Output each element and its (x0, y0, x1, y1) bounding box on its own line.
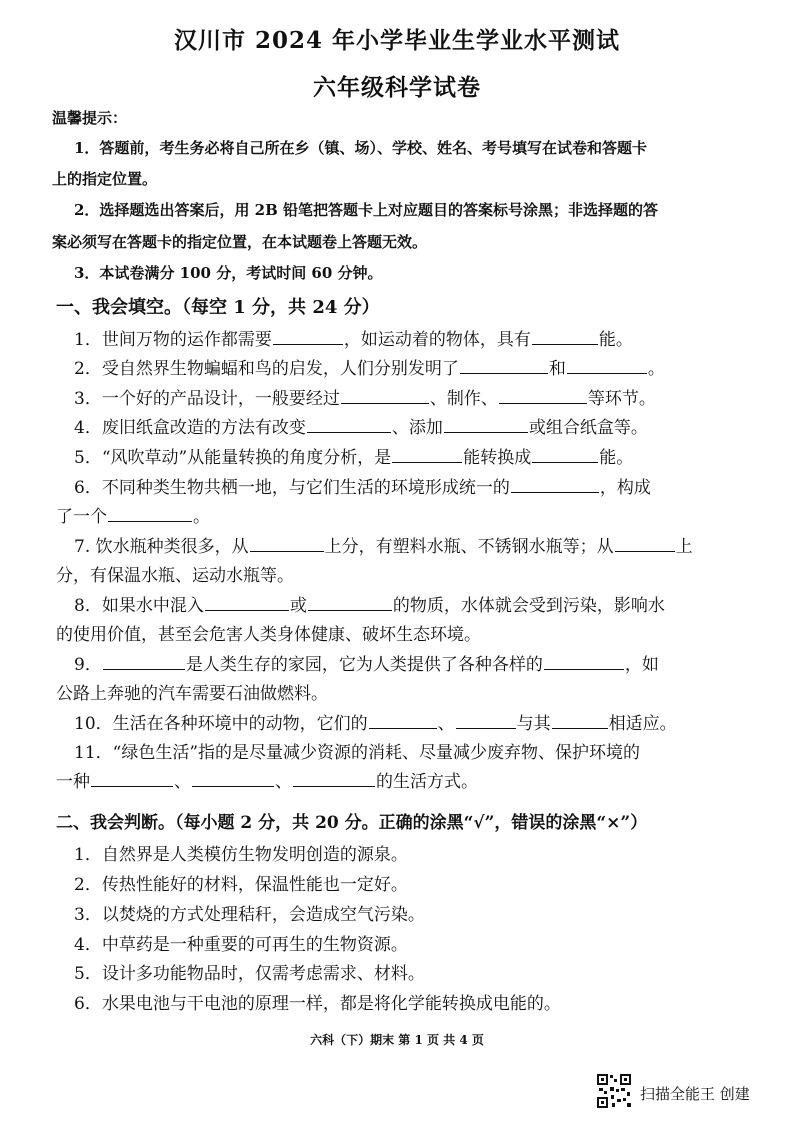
question-6 (74, 473, 651, 498)
answer-blank (369, 712, 437, 729)
question-1 (74, 325, 633, 350)
question-7 (74, 532, 693, 557)
answer-blank (108, 505, 192, 522)
question-4 (74, 413, 648, 438)
question-11-cont (56, 767, 478, 792)
judge-item: 3．以焚烧的方式处理秸秆，会造成空气污染。 (74, 905, 425, 925)
judge-item: 2．传热性能好的材料，保温性能也一定好。 (74, 875, 408, 895)
question-text: 能。 (599, 448, 634, 468)
answer-blank (567, 357, 647, 374)
section2-heading: 二、我会判断。（每小题 2 分，共 20 分。正确的涂黑“√”，错误的涂黑“×”） (56, 813, 648, 833)
judge-item: 4．中草药是一种重要的可再生的生物资源。 (74, 935, 408, 955)
answer-blank (192, 770, 274, 787)
answer-blank (293, 770, 375, 787)
question-text: 上分，有塑料水瓶、不锈钢水瓶等；从 (324, 537, 614, 557)
tip-line: 2．选择题选出答案后，用 2B 铅笔把答题卡上对应题目的答案标号涂黑；非选择题的答 (74, 201, 659, 219)
answer-blank (308, 594, 392, 611)
question-text: 的生活方式。 (376, 772, 478, 792)
tip-line: 案必须写在答题卡的指定位置，在本试题卷上答题无效。 (52, 233, 428, 251)
question-text: 、 (437, 714, 455, 734)
question-text: 相适应。 (608, 714, 677, 734)
question-text: 或组合纸盒等。 (528, 418, 648, 438)
question-text: 一种 (56, 772, 90, 792)
question-3 (74, 384, 656, 409)
question-text: 等环节。 (587, 389, 656, 409)
question-text: 、 (275, 772, 292, 792)
question-text: 。 (193, 507, 210, 527)
question-text: 能转换成 (463, 448, 532, 468)
question-text: 与其 (516, 714, 551, 734)
question-text: 、制作、 (429, 389, 498, 409)
answer-blank (250, 535, 324, 552)
answer-blank (91, 770, 173, 787)
qr-code-icon (596, 1073, 632, 1109)
answer-blank (532, 446, 598, 463)
question-text: 10．生活在各种环境中的动物，它们的 (74, 714, 368, 734)
exam-subtitle: 六年级科学试卷 (313, 74, 481, 101)
question-text: 4．废旧纸盒改造的方法有改变 (74, 418, 306, 438)
question-text: 了一个 (56, 507, 107, 527)
question-text: 的物质，水体就会受到污染，影响水 (392, 596, 665, 616)
question-text: 上 (675, 537, 693, 557)
answer-blank (460, 357, 548, 374)
question-text: 、 (174, 772, 191, 792)
question-text: ，如 (624, 655, 659, 675)
answer-blank (615, 535, 675, 552)
question-7-cont: 分，有保温水瓶、运动水瓶等。 (56, 566, 294, 586)
answer-blank (552, 712, 608, 729)
question-8-cont: 的使用价值，甚至会危害人类身体健康、破坏生态环境。 (56, 625, 481, 645)
question-text: 6．不同种类生物共栖一地，与它们生活的环境形成统一的 (74, 478, 510, 498)
judge-item: 1．自然界是人类模仿生物发明创造的源泉。 (74, 845, 408, 865)
question-8 (74, 591, 665, 616)
question-6-cont (56, 502, 210, 527)
section1-heading: 一、我会填空。（每空 1 分，共 24 分） (56, 297, 380, 318)
question-text: ，构成 (599, 478, 651, 498)
page-footer: 六科（下）期末 第 1 页 共 4 页 (310, 1033, 484, 1047)
answer-blank (103, 653, 185, 670)
question-text: 7. 饮水瓶种类很多，从 (74, 537, 249, 557)
answer-blank (511, 476, 599, 493)
answer-blank (205, 594, 289, 611)
judge-item: 6．水果电池与干电池的原理一样，都是将化学能转换成电能的。 (74, 994, 561, 1014)
answer-blank (392, 446, 462, 463)
tip-line: 3．本试卷满分 100 分，考试时间 60 分钟。 (74, 264, 383, 282)
judge-item: 5．设计多功能物品时，仅需考虑需求、材料。 (74, 964, 425, 984)
question-2 (74, 354, 665, 379)
scanner-watermark: 扫描全能王 创建 (640, 1085, 750, 1103)
question-text: 和 (548, 359, 566, 379)
tip-line: 1．答题前，考生务必将自己所在乡（镇、场）、学校、姓名、考号填写在试卷和答题卡 (74, 139, 647, 157)
question-text: ，如运动着的物体，具有 (343, 330, 531, 350)
answer-blank (444, 416, 528, 433)
question-text: 、添加 (391, 418, 443, 438)
question-text: 。 (647, 359, 665, 379)
answer-blank (341, 387, 429, 404)
question-text: 是人类生存的家园，它为人类提供了各种各样的 (185, 655, 543, 675)
question-text: 5．“风吹草动”从能量转换的角度分析，是 (74, 448, 392, 468)
answer-blank (307, 416, 391, 433)
question-text: 能。 (598, 330, 633, 350)
question-text: 或 (289, 596, 307, 616)
tips-heading: 温馨提示： (52, 109, 128, 127)
answer-blank (273, 328, 343, 345)
answer-blank (456, 712, 516, 729)
question-text: 2．受自然界生物蝙蝠和鸟的启发，人们分别发明了 (74, 359, 459, 379)
question-9 (74, 650, 659, 675)
question-text: 8．如果水中混入 (74, 596, 204, 616)
question-9-cont: 公路上奔驰的汽车需要石油做燃料。 (56, 684, 328, 704)
answer-blank (499, 387, 587, 404)
question-10 (74, 709, 677, 734)
question-text: 3．一个好的产品设计，一般要经过 (74, 389, 340, 409)
answer-blank (544, 653, 624, 670)
question-5 (74, 443, 633, 468)
tip-line: 上的指定位置。 (52, 170, 158, 188)
question-text: 9． (74, 655, 102, 675)
question-text: 1．世间万物的运作都需要 (74, 330, 272, 350)
question-11: 11．“绿色生活”指的是尽量减少资源的消耗、尽量减少废弃物、保护环境的 (74, 743, 641, 763)
exam-title: 汉川市 2024 年小学毕业生学业水平测试 (173, 27, 621, 54)
answer-blank (532, 328, 598, 345)
